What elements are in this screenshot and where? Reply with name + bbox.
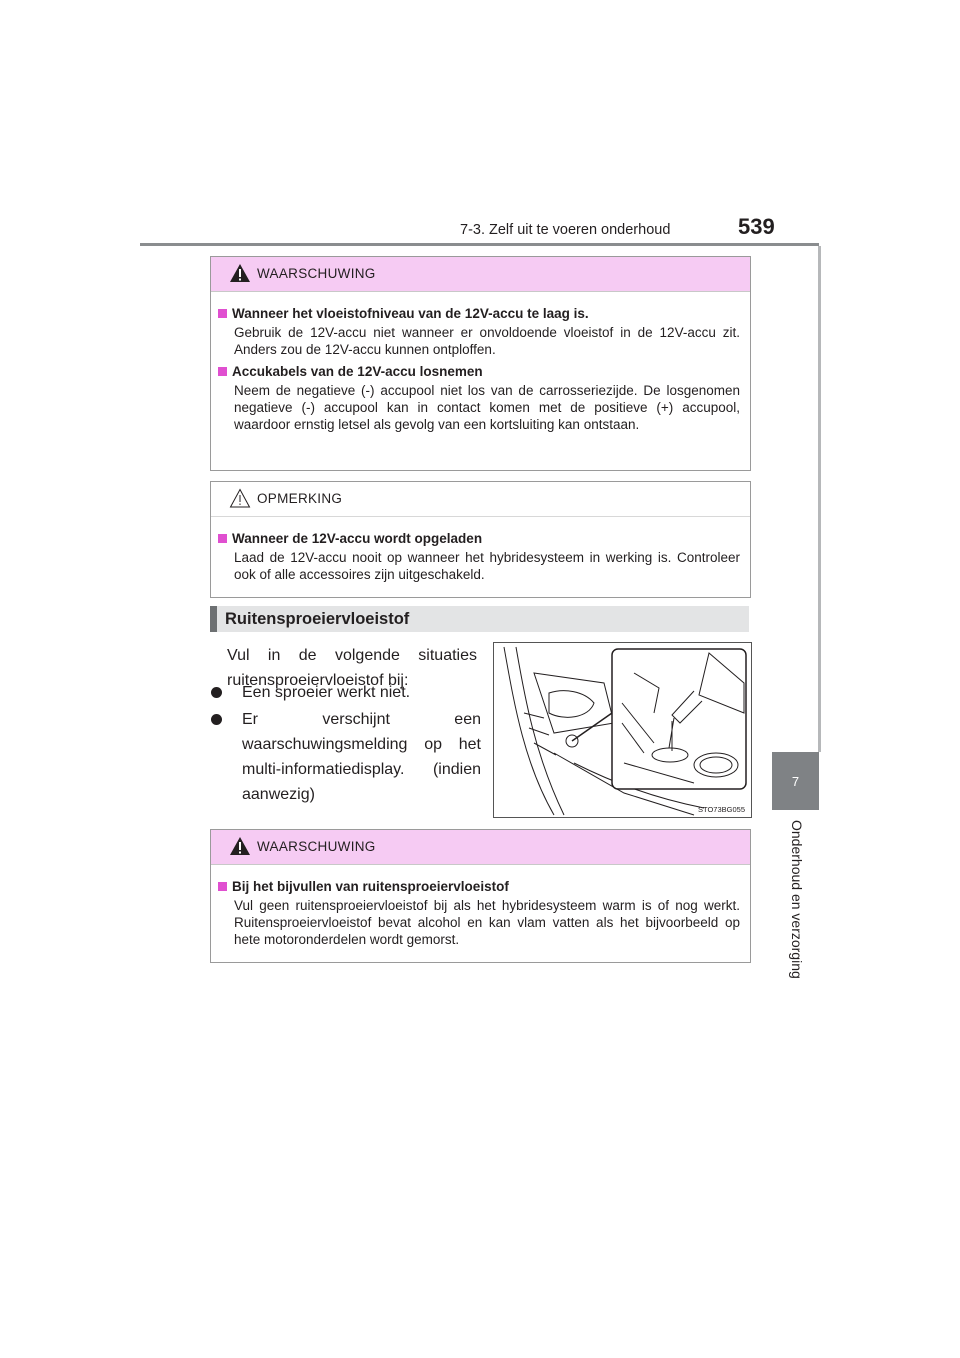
chapter-number: 7: [791, 773, 800, 789]
bullet-dot-icon: [211, 714, 222, 725]
page-number: 539: [738, 214, 775, 239]
section-heading-bar: [210, 606, 217, 632]
warning-item-heading: Bij het bijvullen van ruitensproeiervloeistof: [217, 879, 740, 894]
bullet-dot-icon: [211, 687, 222, 698]
warning-label: WAARSCHUWING: [257, 839, 376, 854]
warning-item-heading: Accukabels van de 12V-accu losnemen: [217, 364, 740, 379]
bullet-square-icon: [218, 309, 227, 318]
section-intro: Vul in de volgende situaties ruitensproeiervloeistof bij:: [227, 647, 477, 689]
warning-item-text: Neem de negatieve (-) accupool niet los van de carrosseriezijde. De losgenomen negatieve (-) accupool kan in contact komen met de positieve (+) accupool, waardoor ernstig letsel als gevolg van een kortsluiting kan ontstaan.: [234, 383, 740, 432]
note-label: OPMERKING: [257, 491, 343, 506]
bullet-square-icon: [218, 534, 227, 543]
chapter-title: Onderhoud en verzorging: [789, 820, 805, 979]
warning-item-heading: Wanneer het vloeistofniveau van de 12V-accu te laag is.: [217, 306, 740, 321]
warning-triangle-icon: [229, 836, 251, 856]
section-heading: [210, 606, 749, 632]
bullet-square-icon: [218, 882, 227, 891]
note-item-heading: Wanneer de 12V-accu wordt opgeladen: [217, 531, 740, 546]
section-title: Ruitensproeiervloeistof: [225, 610, 410, 628]
warning-triangle-icon: [229, 263, 251, 283]
note-box: [210, 481, 751, 598]
washer-fluid-illustration: [493, 642, 752, 818]
warning-header: [211, 257, 750, 292]
engine-bay-drawing: [494, 643, 751, 817]
warning-item-text: Vul geen ruitensproeiervloeistof bij als het hybridesysteem warm is of nog werkt. Ruitensproeiervloeistof bevat alcohol en kan vlam vatten als het bijvoorbeeld op hete motoronderdelen wordt gemorst.: [234, 898, 740, 947]
running-header: 7-3. Zelf uit te voeren onderhoud: [460, 222, 671, 238]
list-item: Er verschijnt een waarschuwingsmelding op het multi-informatiedisplay. (indien aanwezig): [211, 707, 481, 807]
header-rule: [140, 243, 819, 246]
figure-code: STO73BG055: [698, 805, 745, 814]
warning-item-text: Gebruik de 12V-accu niet wanneer er onvoldoende vloeistof in de 12V-accu zit. Anders zou de 12V-accu kunnen ontploffen.: [234, 325, 740, 357]
bullet-square-icon: [218, 367, 227, 376]
chapter-tab: [772, 752, 819, 810]
warning-box: [210, 829, 751, 963]
side-rule: [818, 246, 821, 752]
note-item-text: Laad de 12V-accu nooit op wanneer het hybridesysteem in werking is. Controleer ook of alle accessoires zijn uitgeschakeld.: [234, 550, 740, 582]
list-item: Een sproeier werkt niet.: [211, 680, 481, 705]
warning-header: [211, 830, 750, 865]
caution-triangle-icon: [229, 488, 251, 508]
warning-box: [210, 256, 751, 471]
note-header: [211, 482, 750, 517]
warning-label: WAARSCHUWING: [257, 266, 376, 281]
